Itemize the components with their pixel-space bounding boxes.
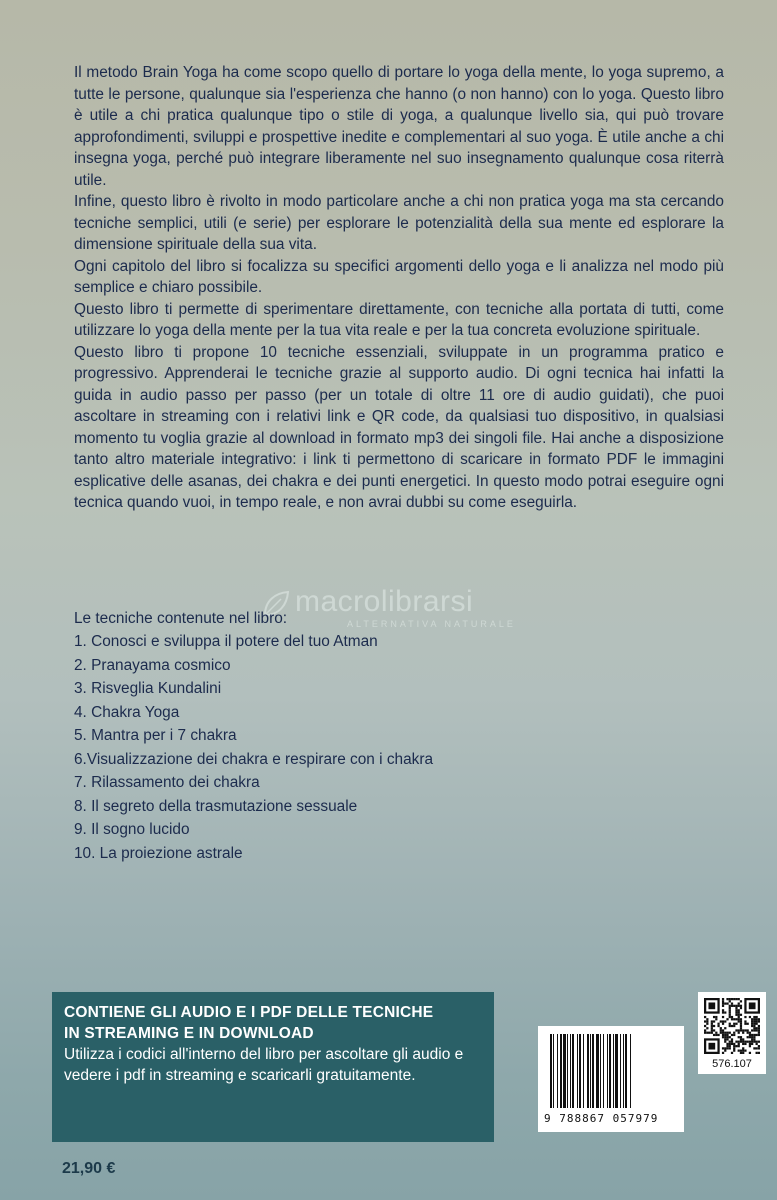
qr-module <box>726 1047 728 1049</box>
qr-module <box>756 1020 758 1022</box>
list-item: 6.Visualizzazione dei chakra e respirare con i chakra <box>74 750 434 768</box>
qr-module <box>733 1005 735 1007</box>
list-item: 1. Conosci e sviluppa il potere del tuo Atman <box>74 633 378 650</box>
list-item: 8. Il segreto della trasmutazione sessuale <box>74 797 358 815</box>
qr-module <box>753 1016 755 1018</box>
qr-module <box>738 1014 740 1016</box>
barcode-bar <box>607 1034 608 1108</box>
qr-module <box>726 1043 728 1045</box>
qr-module <box>738 1032 740 1034</box>
qr-module <box>735 1045 737 1047</box>
qr-module <box>722 1052 724 1054</box>
qr-module <box>733 1047 735 1049</box>
paragraph: Questo libro ti permette di sperimentare direttamente, con tecniche alla portata di tutti, come utilizzare lo yoga della mente per la tua vita reale e per la tua concreta evoluzione spirituale. <box>74 300 724 339</box>
qr-module <box>729 1009 731 1011</box>
qr-module <box>756 1034 758 1036</box>
qr-module <box>735 1011 737 1013</box>
qr-module <box>704 1032 706 1034</box>
watermark-name: macrolibrarsi <box>295 585 474 618</box>
qr-module <box>738 1009 740 1011</box>
qr-module <box>744 1016 746 1018</box>
barcode-bar <box>596 1034 599 1108</box>
description-text <box>74 62 724 514</box>
qr-module <box>711 1029 713 1031</box>
qr-module <box>722 1047 724 1049</box>
list-item: 4. Chakra Yoga <box>74 703 180 721</box>
qr-module <box>751 1041 753 1043</box>
qr-module <box>740 1052 742 1054</box>
qr-module <box>756 1029 758 1031</box>
qr-module <box>731 1043 733 1045</box>
paragraph: Il metodo Brain Yoga ha come scopo quello di portare lo yoga della mente, lo yoga supremo, a tutte le persone, qualunque sia l'esperienza che hanno (o non hanno) con lo yoga. Questo libro è utile a chi pratica qualunque tipo o stile di yoga, a qualunque livello sia, qui può trovare approfondimenti, sviluppi e prospettive inedite e complementari al suo yoga. È utile anche a chi insegna yoga, perché può integrare liberamente nel suo insegnamento qualunque cosa riterrà utile. <box>74 64 724 189</box>
qr-module <box>738 1020 740 1022</box>
qr-module <box>729 1016 731 1018</box>
qr-module <box>744 1050 746 1052</box>
promo-title-line-2: IN STREAMING E IN DOWNLOAD <box>64 1025 314 1042</box>
qr-module <box>740 1020 742 1022</box>
qr-module <box>744 1023 746 1025</box>
qr-module <box>726 1036 728 1038</box>
qr-module <box>729 1043 731 1045</box>
qr-module <box>722 1029 724 1031</box>
qr-module <box>733 1018 735 1020</box>
qr-module <box>722 1023 724 1025</box>
qr-module <box>724 1011 726 1013</box>
qr-module <box>753 1020 755 1022</box>
qr-module <box>706 1020 708 1022</box>
qr-module <box>711 1023 713 1025</box>
barcode-number: 9 788867 057979 <box>544 1112 659 1125</box>
qr-module <box>747 1036 749 1038</box>
qr-module <box>749 1043 751 1045</box>
qr-module <box>747 1029 749 1031</box>
qr-module <box>756 1047 758 1049</box>
qr-module <box>747 1032 749 1034</box>
qr-module <box>711 1025 713 1027</box>
barcode-bar <box>625 1034 627 1108</box>
qr-module <box>738 1011 740 1013</box>
qr-module <box>711 1027 713 1029</box>
qr-module <box>733 1032 735 1034</box>
qr-module <box>738 1050 740 1052</box>
qr-module <box>729 998 731 1000</box>
qr-module <box>726 1045 728 1047</box>
list-item: 2. Pranayama cosmico <box>74 656 231 674</box>
barcode-bar <box>567 1034 568 1108</box>
qr-module <box>744 1043 746 1045</box>
qr-module <box>733 1025 735 1027</box>
qr-module <box>720 1020 722 1022</box>
qr-module <box>756 1018 758 1020</box>
qr-code-label: 576.107 <box>712 1058 752 1070</box>
qr-module <box>751 1029 753 1031</box>
qr-module <box>706 1023 708 1025</box>
qr-module <box>735 1005 737 1007</box>
barcode-bar <box>615 1034 618 1108</box>
qr-module <box>742 1043 744 1045</box>
qr-module <box>724 1027 726 1029</box>
qr-module <box>720 1029 722 1031</box>
qr-module <box>742 1038 744 1040</box>
qr-module <box>717 1034 719 1036</box>
qr-module <box>731 1034 733 1036</box>
barcode-bar <box>600 1034 601 1108</box>
qr-module <box>724 1036 726 1038</box>
qr-module <box>753 1018 755 1020</box>
qr-module <box>756 1041 758 1043</box>
qr-module <box>735 1018 737 1020</box>
techniques-heading: Le tecniche contenute nel libro: <box>74 610 288 627</box>
qr-module <box>756 1016 758 1018</box>
qr-module <box>731 1005 733 1007</box>
barcode-bar <box>587 1034 589 1108</box>
qr-module <box>740 1000 742 1002</box>
qr-module <box>751 1020 753 1022</box>
promo-title-line-1: CONTIENE GLI AUDIO E I PDF DELLE TECNICHE <box>64 1004 434 1021</box>
qr-module <box>751 1023 753 1025</box>
qr-module <box>758 1041 760 1043</box>
qr-module <box>733 998 735 1000</box>
qr-module <box>726 1002 728 1004</box>
qr-module <box>740 1018 742 1020</box>
qr-module <box>726 1034 728 1036</box>
qr-module <box>733 1050 735 1052</box>
barcode-bar <box>560 1034 562 1108</box>
qr-module <box>722 1020 724 1022</box>
qr-module <box>711 1032 713 1034</box>
qr-module <box>724 1034 726 1036</box>
qr-module <box>729 1032 731 1034</box>
barcode-bar <box>620 1034 621 1108</box>
qr-module <box>704 1016 706 1018</box>
list-item: 3. Risveglia Kundalini <box>74 680 222 697</box>
qr-module <box>726 1038 728 1040</box>
qr-module <box>749 1034 751 1036</box>
qr-module <box>722 1011 724 1013</box>
barcode-bar <box>577 1034 578 1108</box>
qr-module <box>751 1025 753 1027</box>
qr-module <box>742 1041 744 1043</box>
qr-module <box>758 1029 760 1031</box>
qr-module <box>735 1041 737 1043</box>
qr-module <box>747 1041 749 1043</box>
qr-module <box>729 1005 731 1007</box>
qr-module <box>729 1041 731 1043</box>
qr-module <box>756 1043 758 1045</box>
barcode-bar <box>623 1034 624 1108</box>
qr-module <box>713 1020 715 1022</box>
qr-module <box>740 1041 742 1043</box>
qr-module <box>740 1036 742 1038</box>
qr-module <box>756 1052 758 1054</box>
qr-module <box>735 1029 737 1031</box>
qr-module <box>753 1027 755 1029</box>
qr-module <box>744 1029 746 1031</box>
qr-module <box>720 1032 722 1034</box>
qr-module <box>731 1002 733 1004</box>
qr-module <box>735 1007 737 1009</box>
qr-module <box>704 1029 706 1031</box>
barcode-bar <box>570 1034 571 1108</box>
barcode-bar <box>590 1034 591 1108</box>
qr-module <box>713 1016 715 1018</box>
qr-module <box>740 1014 742 1016</box>
qr-module <box>740 1007 742 1009</box>
price-label: 21,90 € <box>62 1160 116 1177</box>
qr-module <box>724 1041 726 1043</box>
barcode-bar <box>563 1034 566 1108</box>
barcode-bar <box>609 1034 611 1108</box>
qr-module <box>753 1025 755 1027</box>
qr-module <box>751 1018 753 1020</box>
qr-module <box>740 1038 742 1040</box>
qr-module <box>729 1045 731 1047</box>
qr-module <box>742 1032 744 1034</box>
qr-module <box>751 1038 753 1040</box>
qr-module <box>751 1034 753 1036</box>
list-item: 10. La proiezione astrale <box>74 844 243 862</box>
qr-module <box>749 1036 751 1038</box>
qr-module <box>704 1020 706 1022</box>
qr-module <box>731 1038 733 1040</box>
qr-module <box>740 1023 742 1025</box>
qr-module <box>749 1002 756 1009</box>
qr-module <box>753 1029 755 1031</box>
qr-module <box>751 1043 753 1045</box>
qr-module <box>706 1032 708 1034</box>
barcode-bar <box>550 1034 552 1108</box>
promo-body: Utilizza i codici all'interno del libro per ascoltare gli audio e vedere i pdf in streaming e scaricarli gratuitamente. <box>64 1046 464 1084</box>
qr-module <box>751 1036 753 1038</box>
qr-module <box>749 1032 751 1034</box>
qr-module <box>738 1018 740 1020</box>
qr-module <box>758 1045 760 1047</box>
qr-module <box>749 1045 751 1047</box>
qr-module <box>722 1036 724 1038</box>
qr-module <box>744 1041 746 1043</box>
qr-module <box>713 1029 715 1031</box>
qr-module <box>738 1041 740 1043</box>
qr-module <box>753 1034 755 1036</box>
qr-module <box>738 1029 740 1031</box>
qr-module <box>729 1036 731 1038</box>
qr-module <box>756 1027 758 1029</box>
qr-module <box>733 1023 735 1025</box>
qr-module <box>726 1018 728 1020</box>
qr-module <box>731 1025 733 1027</box>
qr-module <box>758 1025 760 1027</box>
qr-module <box>735 1014 737 1016</box>
qr-module <box>729 1023 731 1025</box>
qr-module <box>706 1018 708 1020</box>
qr-module <box>738 1045 740 1047</box>
barcode-bar <box>603 1034 604 1108</box>
qr-module <box>704 1025 706 1027</box>
qr-module <box>724 1047 726 1049</box>
qr-module <box>715 1018 717 1020</box>
qr-module <box>722 1034 724 1036</box>
qr-module <box>724 1020 726 1022</box>
barcode-bar <box>583 1034 584 1108</box>
qr-module <box>738 1005 740 1007</box>
qr-module <box>706 1027 708 1029</box>
watermark-tagline: ALTERNATIVA NATURALE <box>347 619 516 629</box>
qr-module <box>756 1023 758 1025</box>
audio-pdf-promo-box <box>52 992 494 1142</box>
qr-module <box>726 998 728 1000</box>
qr-module <box>722 1009 724 1011</box>
qr-module <box>722 1005 724 1007</box>
qr-module <box>713 1025 715 1027</box>
qr-module <box>758 1047 760 1049</box>
qr-module <box>742 1050 744 1052</box>
qr-module <box>742 1047 744 1049</box>
qr-code-block <box>698 992 766 1074</box>
qr-module <box>758 1034 760 1036</box>
qr-module <box>722 1016 724 1018</box>
qr-module <box>749 1016 751 1018</box>
qr-module <box>729 1025 731 1027</box>
qr-module <box>724 1002 726 1004</box>
qr-module <box>742 1052 744 1054</box>
qr-module <box>729 1014 731 1016</box>
qr-module <box>717 1023 719 1025</box>
qr-module <box>758 1052 760 1054</box>
barcode-bar <box>613 1034 614 1108</box>
qr-module <box>708 1043 715 1050</box>
qr-module <box>742 1029 744 1031</box>
qr-module <box>738 1016 740 1018</box>
qr-module <box>731 1041 733 1043</box>
qr-module <box>738 1043 740 1045</box>
qr-module <box>738 1002 740 1004</box>
qr-module <box>738 1036 740 1038</box>
qr-module <box>729 1047 731 1049</box>
qr-module <box>708 1032 710 1034</box>
paragraph: Ogni capitolo del libro si focalizza su specifici argomenti dello yoga e li analizza nel modo più semplice e chiaro possibile. <box>74 257 724 296</box>
qr-module <box>720 1027 722 1029</box>
qr-module <box>758 1027 760 1029</box>
qr-module <box>758 1032 760 1034</box>
qr-module <box>722 1000 724 1002</box>
qr-module <box>711 1020 713 1022</box>
qr-module <box>729 1011 731 1013</box>
qr-module <box>733 1043 735 1045</box>
qr-module <box>713 1034 715 1036</box>
qr-module <box>722 1002 724 1004</box>
qr-module <box>740 1027 742 1029</box>
qr-module <box>753 1041 755 1043</box>
qr-module <box>735 1009 737 1011</box>
qr-module <box>740 1029 742 1031</box>
qr-module <box>717 1025 719 1027</box>
qr-module <box>731 1052 733 1054</box>
barcode-icon <box>548 1034 674 1110</box>
qr-code-icon <box>704 998 760 1054</box>
qr-module <box>753 1038 755 1040</box>
barcode-bar <box>553 1034 554 1108</box>
isbn-barcode <box>538 1026 684 1132</box>
qr-module <box>758 1018 760 1020</box>
qr-module <box>749 1052 751 1054</box>
qr-module <box>715 1016 717 1018</box>
qr-module <box>749 1041 751 1043</box>
qr-module <box>715 1032 717 1034</box>
list-item: 9. Il sogno lucido <box>74 821 190 838</box>
qr-module <box>744 1020 746 1022</box>
qr-module <box>753 1036 755 1038</box>
qr-module <box>731 1018 733 1020</box>
qr-module <box>733 1034 735 1036</box>
barcode-bar <box>630 1034 631 1108</box>
list-item: 7. Rilassamento dei chakra <box>74 774 260 791</box>
qr-module <box>724 1038 726 1040</box>
barcode-bar <box>592 1034 594 1108</box>
qr-module <box>708 1002 715 1009</box>
list-item: 5. Mantra per i 7 chakra <box>74 727 237 744</box>
barcode-bar <box>557 1034 558 1108</box>
qr-module <box>735 1023 737 1025</box>
qr-module <box>740 1050 742 1052</box>
techniques-list <box>74 630 433 865</box>
paragraph: Questo libro ti propone 10 tecniche essenziali, sviluppate in un programma pratico e progressivo. Apprenderai le tecniche grazie al supporto audio. Di ogni tecnica hai infatti la guida in audio passo per passo (per un totale di oltre 11 ore di audio guidati), che puoi ascoltare in streaming con i relativi link e QR code, da qualsiasi tuo dispositivo, in qualsiasi momento tu voglia grazie al download in formato mp3 dei singoli file. Hai anche a disposizione tanto altro materiale integrativo: i link ti permettono di scaricare in formato PDF le immagini esplicative delle asanas, dei chakra e dei punti energetici. In questo modo potrai eseguire ogni tecnica quando vuoi, in tempo reale, e non avrai dubbi su come eseguirla. <box>74 343 724 511</box>
paragraph: Infine, questo libro è rivolto in modo particolare anche a chi non pratica yoga ma sta cercando tecniche semplici, utili (e serie) per esplorare le potenzialità della sua mente ed esplorare la dimensione spirituale della sua vita. <box>74 193 724 253</box>
qr-module <box>724 1050 726 1052</box>
qr-module <box>731 1016 733 1018</box>
qr-module <box>715 1034 717 1036</box>
qr-module <box>722 998 724 1000</box>
qr-module <box>722 1032 724 1034</box>
qr-module <box>738 998 740 1000</box>
qr-module <box>735 998 737 1000</box>
qr-module <box>729 1007 731 1009</box>
qr-module <box>733 1045 735 1047</box>
barcode-bar <box>572 1034 574 1108</box>
qr-module <box>753 1047 755 1049</box>
qr-module <box>758 1020 760 1022</box>
qr-module <box>729 1000 731 1002</box>
qr-module <box>740 1005 742 1007</box>
barcode-bar <box>579 1034 581 1108</box>
qr-module <box>740 1025 742 1027</box>
qr-module <box>753 1023 755 1025</box>
qr-module <box>731 998 733 1000</box>
qr-module <box>726 1032 728 1034</box>
qr-module <box>724 1032 726 1034</box>
qr-module <box>747 1023 749 1025</box>
